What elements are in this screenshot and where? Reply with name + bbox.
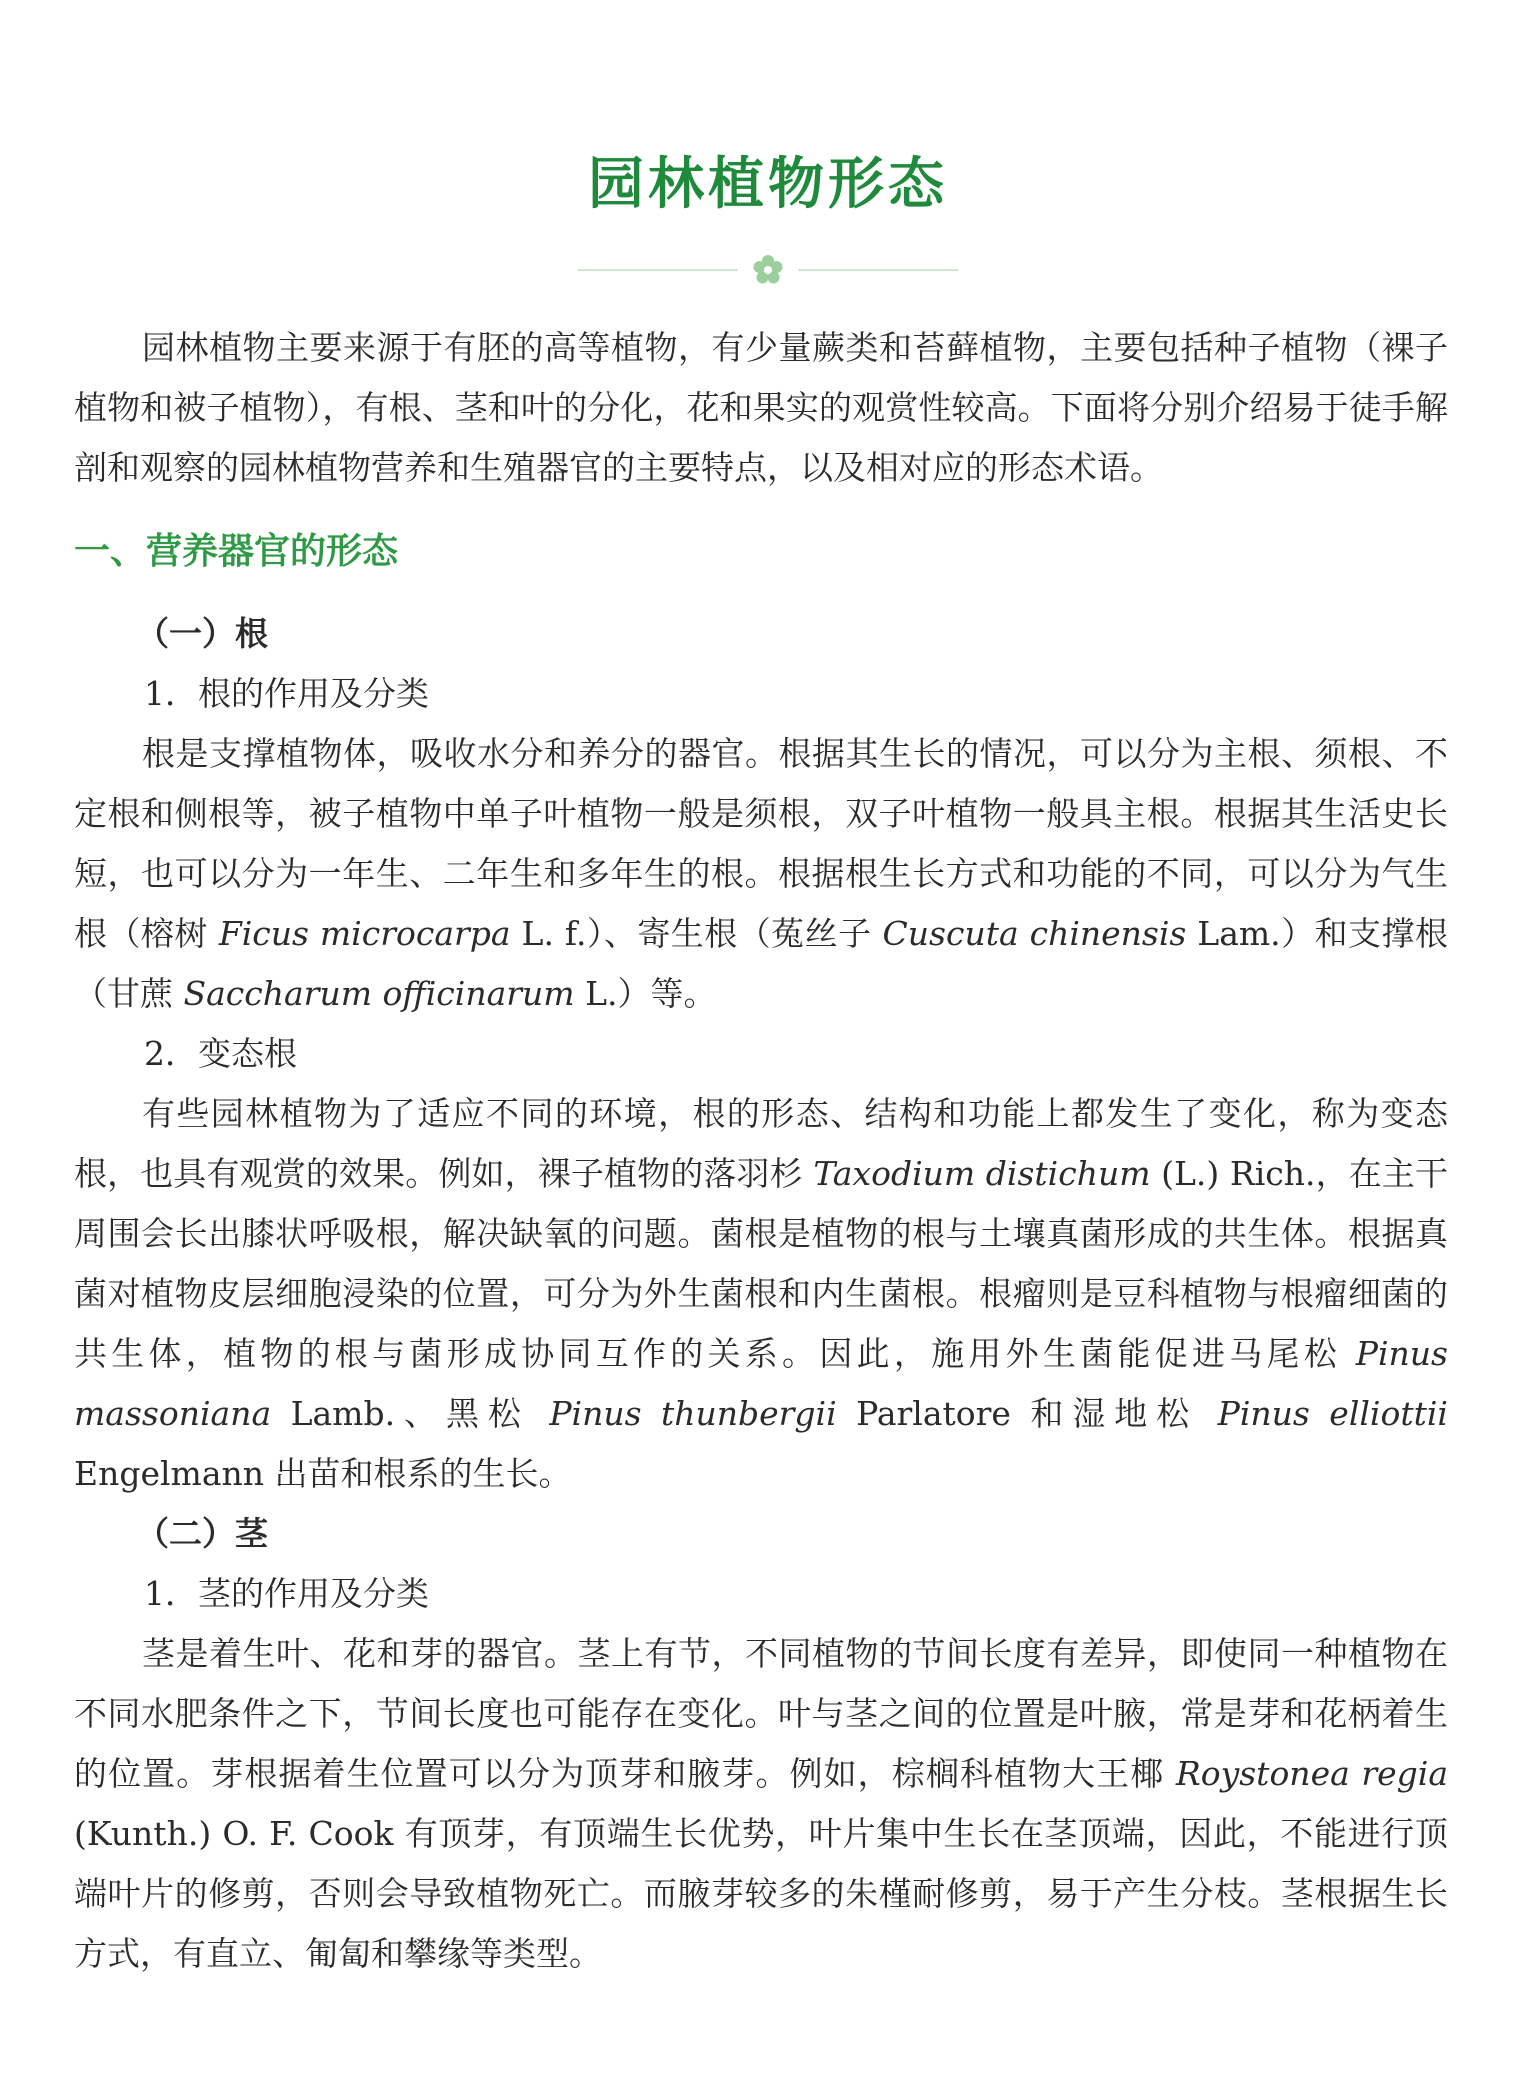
paragraph-stem-function: 茎是着生叶、花和芽的器官。茎上有节，不同植物的节间长度有差异，即使同一种植物在不同水肥条件之下，节间长度也可能存在变化。叶与茎之间的位置是叶腋，常是芽和花柄着生的位置。芽根据着生位置可以分为顶芽和腋芽。例如，棕榈科植物大王椰 Roystonea regia (Kunth.) O. F. Cook 有顶芽，有顶端生长优势，叶片集中生长在茎顶端，因此，不能进行顶端叶片的修剪，否则会导致植物死亡。而腋芽较多的朱槿耐修剪，易于产生分枝。茎根据生长方式，有直立、匍匐和攀缘等类型。 bbox=[74, 1634, 1448, 1973]
flower-divider-icon bbox=[578, 250, 958, 290]
subsection-heading-stem: （二）茎 bbox=[136, 1514, 268, 1553]
page-title: 园林植物形态 bbox=[588, 152, 948, 217]
section-heading: 一、营养器官的形态 bbox=[74, 531, 399, 572]
heading-stem-function: 1．茎的作用及分类 bbox=[144, 1574, 429, 1613]
heading-modified-root: 2．变态根 bbox=[144, 1034, 297, 1073]
paragraph-root-function: 根是支撑植物体，吸收水分和养分的器官。根据其生长的情况，可以分为主根、须根、不定根和侧根等，被子植物中单子叶植物一般是须根，双子叶植物一般具主根。根据其生活史长短，也可以分为一年生、二年生和多年生的根。根据根生长方式和功能的不同，可以分为气生根（榕树 Ficus microcarpa L. f.）、寄生根（菟丝子 Cuscuta chinensis Lam.）和支撑根（甘蔗 Saccharum officinarum L.）等。 bbox=[74, 734, 1448, 1013]
document-body bbox=[74, 318, 1448, 1984]
intro-paragraph: 园林植物主要来源于有胚的高等植物，有少量蕨类和苔藓植物，主要包括种子植物（裸子植物和被子植物），有根、茎和叶的分化，花和果实的观赏性较高。下面将分别介绍易于徒手解剖和观察的园林植物营养和生殖器官的主要特点，以及相对应的形态术语。 bbox=[74, 328, 1448, 487]
paragraph-modified-root: 有些园林植物为了适应不同的环境，根的形态、结构和功能上都发生了变化，称为变态根，也具有观赏的效果。例如，裸子植物的落羽杉 Taxodium distichum (L.) Rich.，在主干周围会长出膝状呼吸根，解决缺氧的问题。菌根是植物的根与土壤真菌形成的共生体。根据真菌对植物皮层细胞浸染的位置，可分为外生菌根和内生菌根。根瘤则是豆科植物与根瘤细菌的共生体，植物的根与菌形成协同互作的关系。因此，施用外生菌能促进马尾松 Pinus massoniana Lamb.、黑松 Pinus thunbergii Parlatore 和湿地松 Pinus elliottii Engelmann 出苗和根系的生长。 bbox=[74, 1094, 1448, 1493]
subsection-heading-root: （一）根 bbox=[136, 614, 268, 653]
heading-root-function: 1．根的作用及分类 bbox=[144, 674, 429, 713]
